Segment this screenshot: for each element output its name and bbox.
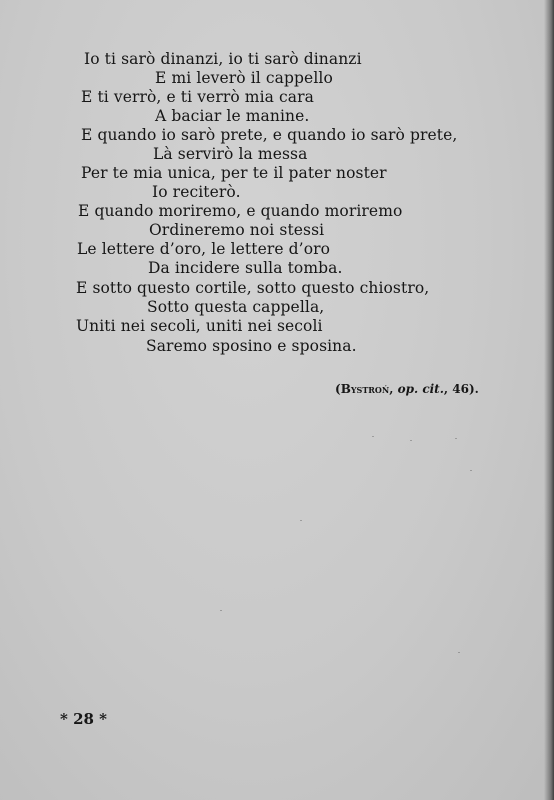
- citation-separator: ,: [443, 382, 453, 396]
- poem-line: Sotto questa cappella,: [147, 298, 325, 316]
- poem-line: Per te mia unica, per te il pater noster: [81, 164, 387, 182]
- citation-open: (: [335, 382, 341, 396]
- poem-line: Ordineremo noi stessi: [149, 221, 325, 239]
- citation-author: Bystroń: [340, 382, 390, 396]
- source-citation: [335, 381, 479, 397]
- poem-text: [0, 0, 554, 380]
- paper-speck: [455, 438, 457, 439]
- citation-page: 46: [452, 382, 469, 396]
- paper-speck: [410, 440, 412, 441]
- page-edge-shadow: [544, 0, 554, 800]
- poem-line: A baciar le manine.: [155, 107, 310, 125]
- paper-speck: [458, 652, 460, 653]
- poem-line: Là servirò la messa: [153, 145, 308, 163]
- poem-line: Uniti nei secoli, uniti nei secoli: [76, 317, 323, 335]
- paper-speck: [470, 470, 472, 471]
- poem-line: E sotto questo cortile, sotto questo chiostro,: [76, 279, 430, 297]
- poem-line: E mi leverò il cappello: [155, 69, 333, 87]
- poem-line: Io ti sarò dinanzi, io ti sarò dinanzi: [84, 50, 362, 68]
- citation-separator: ,: [389, 382, 398, 396]
- citation-work: op. cit.: [397, 382, 444, 396]
- poem-line: E quando moriremo, e quando moriremo: [78, 202, 403, 220]
- poem-line: Le lettere d’oro, le lettere d’oro: [77, 240, 331, 258]
- poem-line: E ti verrò, e ti verrò mia cara: [81, 88, 315, 106]
- poem-line: E quando io sarò prete, e quando io sarò prete,: [81, 126, 458, 144]
- paper-speck: [220, 610, 222, 611]
- page-number: * 28 *: [60, 710, 108, 728]
- poem-line: Da incidere sulla tomba.: [148, 259, 343, 277]
- citation-close: ).: [468, 382, 479, 396]
- paper-speck: [300, 520, 302, 521]
- poem-line: Io reciterò.: [152, 183, 241, 201]
- paper-speck: [372, 436, 374, 437]
- poem-line: Saremo sposino e sposina.: [146, 337, 357, 355]
